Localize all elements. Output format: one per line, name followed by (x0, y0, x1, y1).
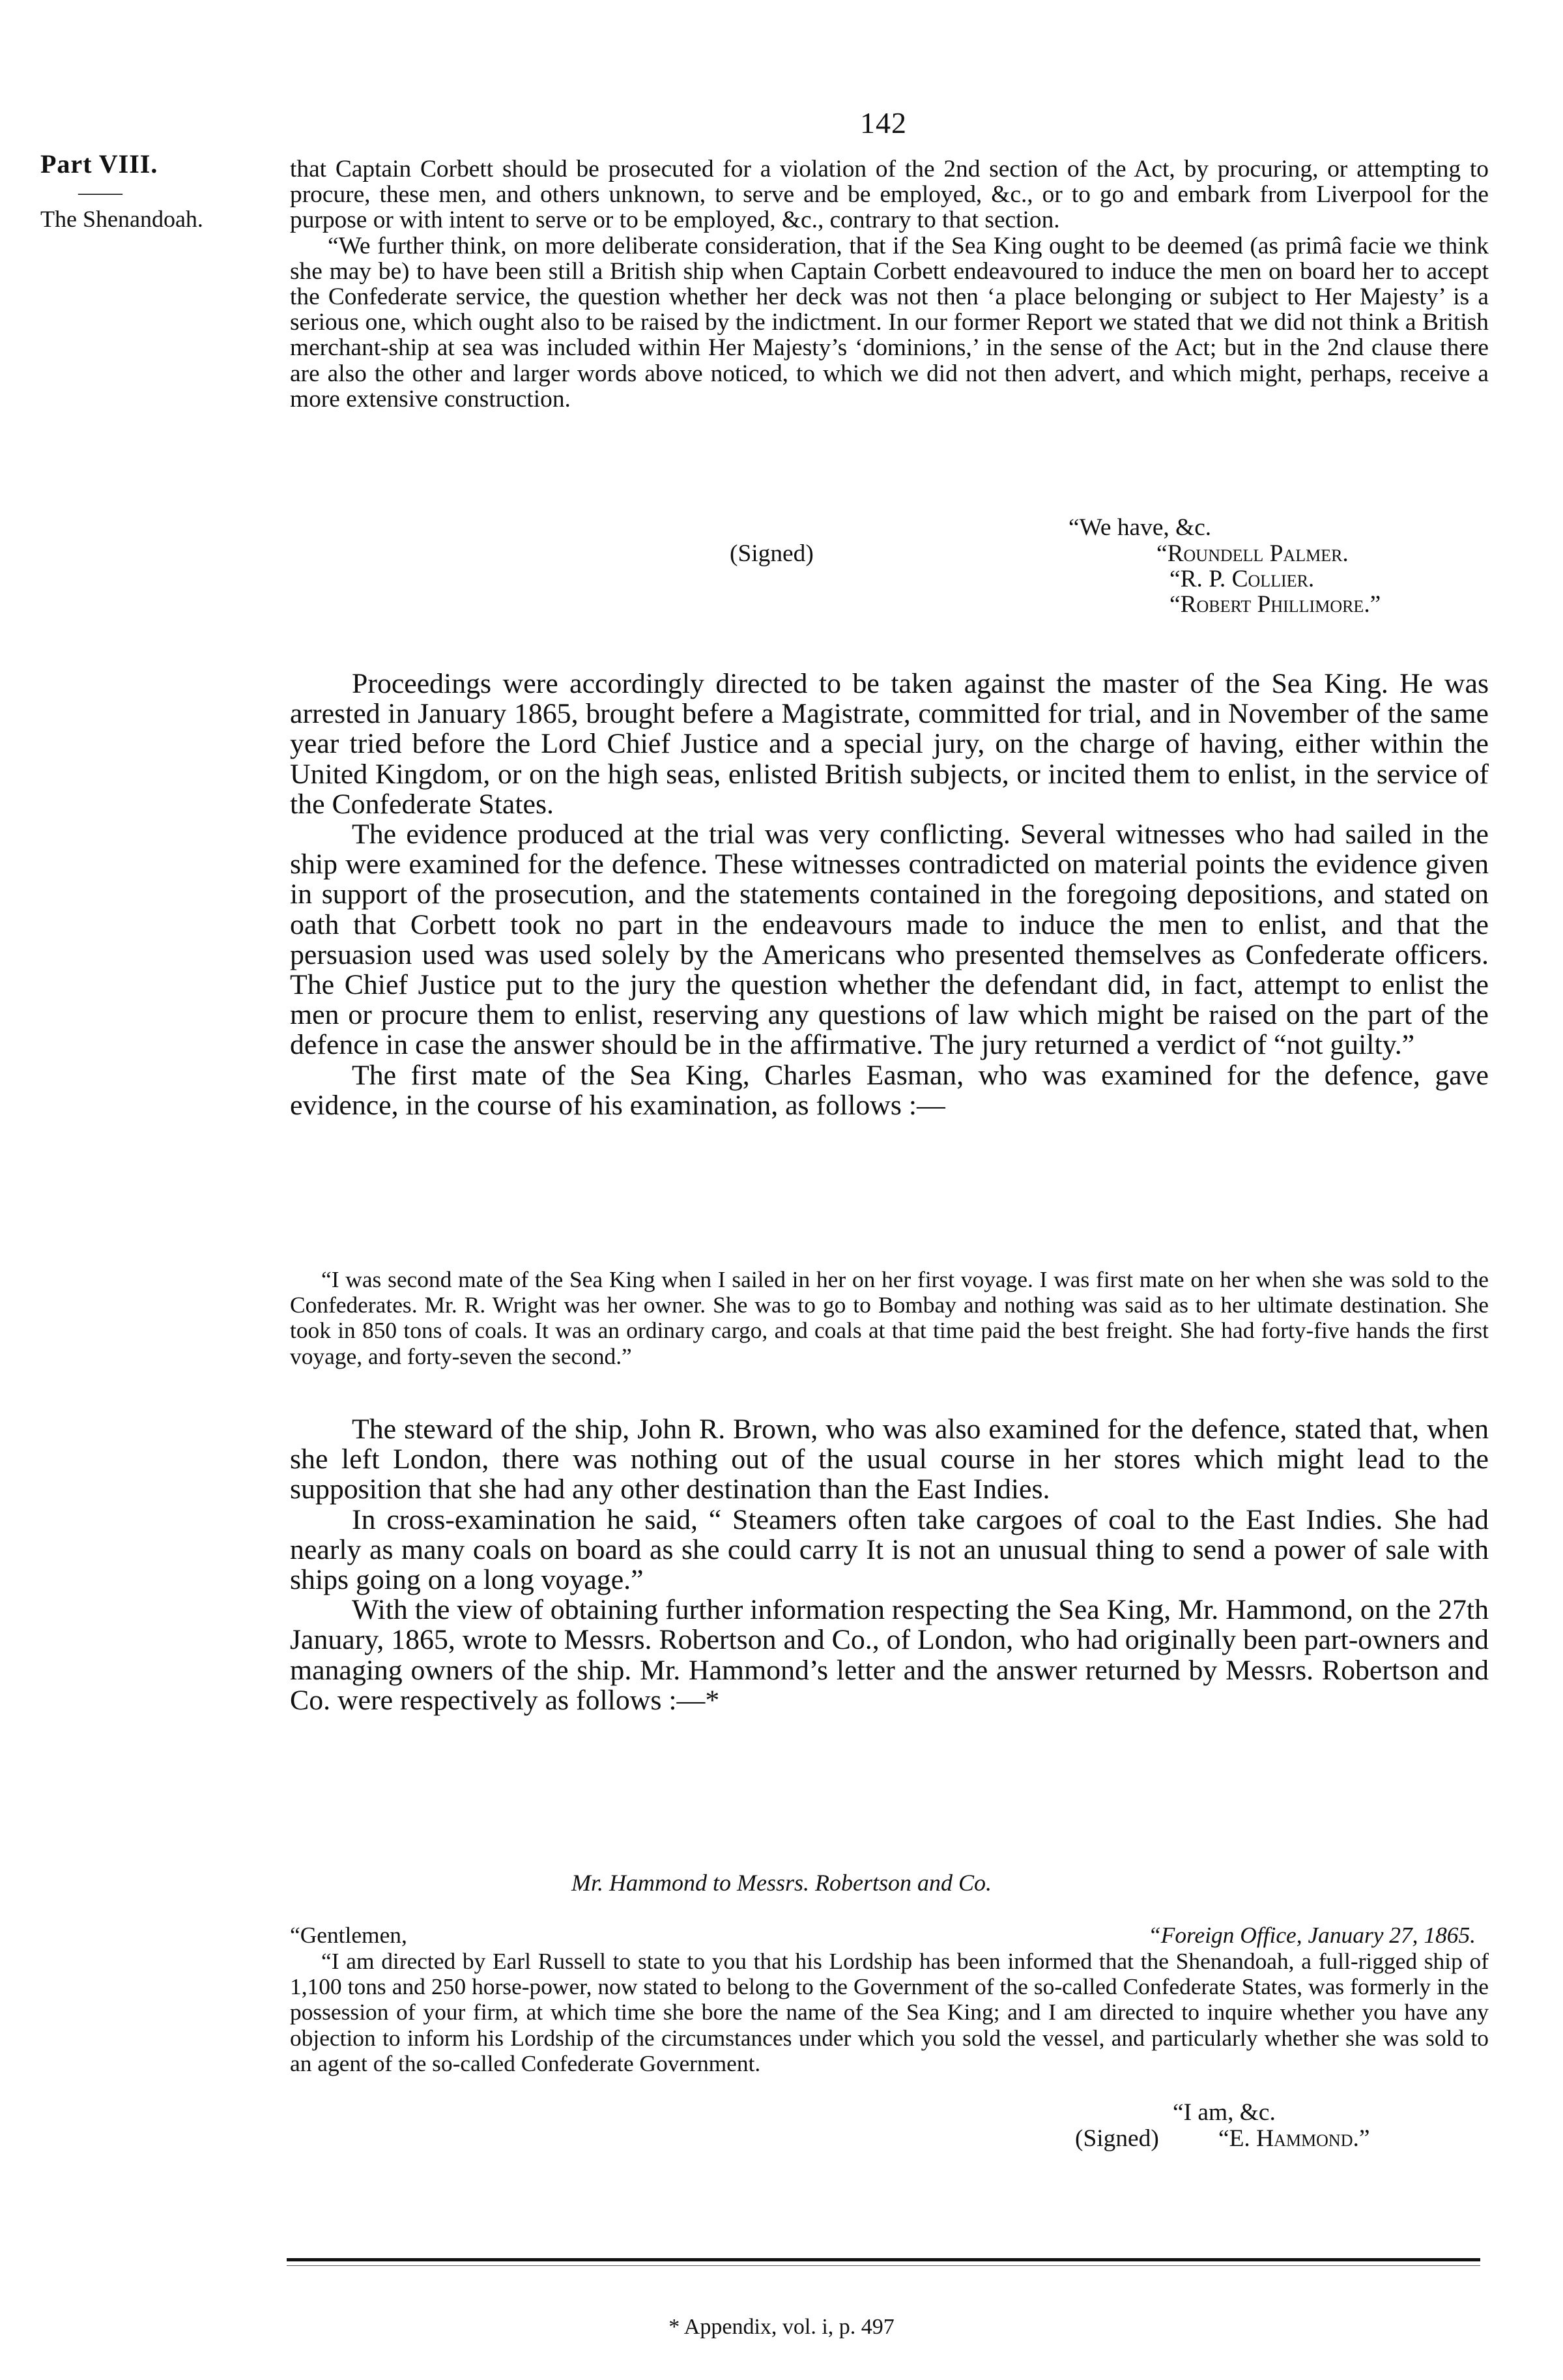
signatory-name: “R. P. Collier. (1169, 566, 1315, 592)
signatory-name: “Robert Phillimore.” (1169, 591, 1381, 618)
body-paragraph: With the view of obtaining further information respecting the Sea King, Mr. Hammond, on the 27th January, 1865, wrote to Messrs. Robertson and Co., of London, who had originally been part-owners and managing owners of the ship. Mr. Hammond’s letter and the answer returned by Messrs. Robertson and Co. were respectively as follows :—* (290, 1594, 1489, 1716)
body-paragraph: The evidence produced at the trial was very conflicting. Several witnesses who had sailed in the ship were examined for the defence. These witnesses contradicted on material points the evidence given in support of the prosecution, and the statements contained in the foregoing depositions, and stated on oath that Corbett took no part in the endeavours made to induce the men to enlist, and that the persuasion used was used solely by the Americans who presented themselves as Confederate officers. The Chief Justice put to the jury the question whether the defendant did, in fact, attempt to enlist the men or procure them to enlist, reserving any questions of law which might be raised on the part of the defence in case the answer should be in the affirmative. The jury returned a verdict of “not guilty.” (290, 819, 1489, 1061)
opinion-paragraph: that Captain Corbett should be prosecuted for a violation of the 2nd section of the Act, by procuring, or attempting to procure, these men, and others unknown, to serve and be employed, &c., or to go and embark from Liverpool for the purpose or with intent to serve or to be employed, &c., contrary to that section. (290, 156, 1489, 234)
body-paragraph: Proceedings were accordingly directed to be taken against the master of the Sea King. He was arrested in January 1865, brought befere a Magistrate, committed for trial, and in November of the same year tried before the Lord Chief Justice and a special jury, on the charge of having, either within the United Kingdom, or on the high seas, enlisted British subjects, or incited them to enlist, in the service of the Confederate States. (290, 668, 1489, 820)
footnote-rule (287, 2258, 1480, 2261)
margin-note-part: Part VIII. (40, 149, 158, 179)
law-officers-opinion (290, 156, 1489, 412)
letter-body (290, 1949, 1489, 2076)
letter-paragraph: “I am directed by Earl Russell to state to you that his Lordship has been informed that the Shenandoah, a full-rigged ship of 1,100 tons and 250 horse-power, now stated to belong to the Government of the so-called Confederate States, was formerly in the possession of your firm, at which time she bore the name of the Sea King; and I am directed to inquire whether you have any objection to inform his Lordship of the circumstances under which you sold the vessel, and particularly whether she was sold to an agent of the so-called Confederate Government. (290, 1948, 1489, 2076)
letter-salutation: “Gentlemen, (290, 1922, 407, 1948)
mate-testimony-quote (290, 1267, 1489, 1369)
steward-narrative (290, 1414, 1489, 1715)
body-paragraph: The first mate of the Sea King, Charles Easman, who was examined for the defence, gave evidence, in the course of his examination, as follows :— (290, 1059, 1489, 1121)
opinion-signed: (Signed) (730, 540, 814, 567)
opinion-paragraph: “We further think, on more deliberate consideration, that if the Sea King ought to be deemed (as primâ facie we think she may be) to have been still a British ship when Captain Corbett endeavoured to induce the men on board her to accept the Confederate service, the question whether her deck was not then ‘a place belonging or subject to Her Majesty’ is a serious one, which ought also to be raised by the indictment. In our former Report we stated that we did not think a British merchant-ship at sea was included within Her Majesty’s ‘dominions,’ in the sense of the Act; but in the 2nd clause there are also the other and larger words above noticed, to which we did not then advert, and which might, perhaps, receive a more extensive construction. (290, 232, 1489, 413)
letter-heading: Mr. Hammond to Messrs. Robertson and Co. (571, 1870, 992, 1896)
margin-note-ship: The Shenandoah. (40, 206, 203, 232)
quote-paragraph: “I was second mate of the Sea King when I sailed in her on her first voyage. I was first mate on her when she was sold to the Confederates. Mr. R. Wright was her owner. She was to go to Bombay and nothing was said as to her ultimate destination. She took in 850 tons of coals. It was an ordinary cargo, and coals at that time paid the best freight. She had forty-five hands the first voyage, and forty-seven the second.” (290, 1266, 1489, 1369)
letter-signed: (Signed) (1075, 2125, 1159, 2152)
signatory-name: “Roundell Palmer. (1156, 540, 1349, 567)
footnote: * Appendix, vol. i, p. 497 (668, 2315, 895, 2339)
margin-note-dash: —— (78, 181, 122, 205)
body-paragraph: In cross-examination he said, “ Steamers often take cargoes of coal to the East Indies. She had nearly as many coals on board as she could carry It is not an unusual thing to send a power of sale with ships going on a long voyage.” (290, 1503, 1489, 1596)
main-narrative (290, 669, 1489, 1120)
body-paragraph: The steward of the ship, John R. Brown, who was also examined for the defence, stated that, when she left London, there was nothing out of the usual course in her stores which might lead to the supposition that she had any other destination than the East Indies. (290, 1414, 1489, 1505)
letter-dateline: “Foreign Office, January 27, 1865. (1148, 1922, 1476, 1948)
page-number: 142 (860, 106, 907, 139)
opinion-closing: “We have, &c. (1068, 514, 1212, 541)
footnote-rule-thin (287, 2265, 1480, 2266)
letter-closing: “I am, &c. (1173, 2099, 1276, 2126)
letter-signatory-name: “E. Hammond.” (1218, 2125, 1370, 2152)
